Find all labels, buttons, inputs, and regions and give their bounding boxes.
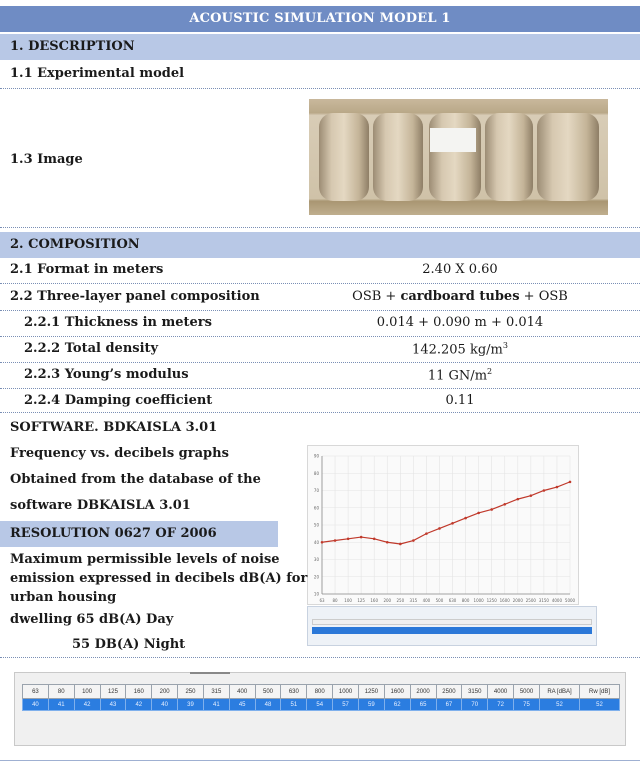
- frequency-value-cell[interactable]: 51: [281, 699, 307, 711]
- x-tick-label: 100: [344, 598, 352, 603]
- frequency-header-cell: 80: [48, 685, 74, 699]
- x-tick-label: 5000: [564, 598, 576, 603]
- frequency-value-cell[interactable]: 42: [74, 699, 100, 711]
- cardboard-tube: [319, 113, 369, 201]
- frequency-header-cell: 800: [307, 685, 333, 699]
- resolution-text-3: urban housing: [10, 590, 117, 605]
- frequency-header-cell: 500: [255, 685, 281, 699]
- section-description-heading: 1. DESCRIPTION: [0, 34, 640, 60]
- white-tape: [430, 128, 476, 152]
- frequency-value-cell[interactable]: 54: [307, 699, 333, 711]
- x-tick-label: 2000: [512, 598, 523, 603]
- software-title: SOFTWARE. BDKAISLA 3.01: [10, 420, 218, 435]
- data-point: [543, 489, 546, 492]
- x-tick-label: 1600: [499, 598, 510, 603]
- thickness-value: 0.014 + 0.090 m + 0.014: [376, 315, 544, 330]
- y-tick-label: 20: [313, 574, 319, 580]
- frequency-value-cell[interactable]: 52: [580, 699, 620, 711]
- x-tick-label: 2500: [525, 598, 536, 603]
- cardboard-tube: [485, 113, 533, 201]
- cardboard-tube: [537, 113, 599, 201]
- frequency-header-cell: 1250: [358, 685, 384, 699]
- frequency-value-cell[interactable]: 52: [540, 699, 580, 711]
- night-limit: 55 DB(A) Night: [72, 637, 186, 652]
- series-line: [322, 482, 570, 544]
- resolution-text-1: Maximum permissible levels of noise: [10, 552, 280, 567]
- x-tick-label: 400: [422, 598, 431, 603]
- frequency-value-cell[interactable]: 40: [23, 699, 49, 711]
- section-composition-heading: 2. COMPOSITION: [0, 232, 640, 258]
- divider: [0, 412, 640, 413]
- mini-table-selected-row: [312, 627, 592, 634]
- software-line-2: Frequency vs. decibels graphs: [10, 446, 229, 461]
- data-point: [477, 512, 480, 515]
- damping-value: 0.11: [445, 393, 475, 408]
- composition-value-pre: OSB +: [352, 289, 401, 304]
- dwelling-day-limit: dwelling 65 dB(A) Day: [10, 612, 174, 627]
- frequency-header-cell: 630: [281, 685, 307, 699]
- x-tick-label: 1250: [486, 598, 497, 603]
- frequency-header-row: [23, 685, 620, 699]
- data-point: [569, 481, 572, 484]
- frequency-value-cell[interactable]: 65: [410, 699, 436, 711]
- y-tick-label: 40: [313, 539, 319, 545]
- data-point: [516, 498, 519, 501]
- frequency-chart: [307, 445, 579, 605]
- frequency-value-cell[interactable]: 75: [514, 699, 540, 711]
- y-tick-label: 90: [313, 453, 319, 459]
- frequency-header-cell: 2500: [436, 685, 462, 699]
- data-point: [412, 539, 415, 542]
- data-point: [556, 486, 559, 489]
- frequency-value-cell[interactable]: 40: [152, 699, 178, 711]
- panel-photo: [309, 99, 608, 215]
- data-point: [373, 538, 376, 541]
- x-tick-label: 3150: [538, 598, 549, 603]
- frequency-value-cell[interactable]: 41: [48, 699, 74, 711]
- data-point: [438, 527, 441, 530]
- data-point: [464, 517, 467, 520]
- cardboard-tube: [373, 113, 423, 201]
- frequency-header-cell: 315: [203, 685, 229, 699]
- x-tick-label: 125: [357, 598, 365, 603]
- composition-value-post: + OSB: [519, 289, 568, 304]
- frequency-header-cell: 63: [23, 685, 49, 699]
- software-line-4: software DBKAISLA 3.01: [10, 498, 191, 513]
- frequency-header-cell: Rw [dB]: [580, 685, 620, 699]
- mini-data-table: [307, 606, 597, 646]
- y-tick-label: 50: [313, 522, 319, 528]
- frequency-chart-svg: [308, 446, 580, 606]
- frequency-value-cell[interactable]: 41: [203, 699, 229, 711]
- frequency-header-cell: 400: [229, 685, 255, 699]
- data-point: [399, 543, 402, 546]
- format-value: 2.40 X 0.60: [422, 262, 498, 277]
- damping-label: 2.2.4 Damping coefficient: [24, 393, 213, 408]
- x-tick-label: 80: [332, 598, 338, 603]
- x-tick-label: 630: [448, 598, 457, 603]
- youngs-modulus-exponent: 2: [487, 367, 493, 376]
- frequency-value-cell[interactable]: 42: [126, 699, 152, 711]
- composition-value-bold: cardboard tubes: [400, 289, 520, 304]
- x-tick-label: 4000: [551, 598, 563, 603]
- y-tick-label: 70: [313, 488, 319, 493]
- x-tick-label: 63: [319, 598, 325, 603]
- frequency-header-cell: 100: [74, 685, 100, 699]
- frequency-header-cell: 200: [152, 685, 178, 699]
- data-point: [425, 532, 428, 535]
- frequency-value-cell[interactable]: 57: [333, 699, 359, 711]
- y-tick-label: 80: [313, 470, 319, 476]
- experimental-model-label: 1.1 Experimental model: [10, 66, 185, 81]
- frequency-header-cell: 125: [100, 685, 126, 699]
- divider: [0, 310, 640, 311]
- frequency-value-cell[interactable]: 59: [358, 699, 384, 711]
- frequency-header-cell: 4000: [488, 685, 514, 699]
- data-point: [530, 494, 533, 497]
- data-point: [347, 538, 350, 541]
- density-number: 142.205 kg/m: [412, 342, 503, 358]
- divider: [0, 657, 640, 658]
- frequency-value-cell[interactable]: 72: [488, 699, 514, 711]
- frequency-header-cell: 160: [126, 685, 152, 699]
- bottom-rule: [0, 760, 640, 761]
- density-exponent: 3: [502, 341, 508, 350]
- composition-value: [280, 289, 640, 304]
- frequency-header-cell: 5000: [514, 685, 540, 699]
- divider: [0, 362, 640, 363]
- youngs-modulus-value: [280, 367, 640, 383]
- youngs-modulus-label: 2.2.3 Young’s modulus: [24, 367, 189, 382]
- data-point: [386, 541, 389, 544]
- data-point: [334, 539, 337, 542]
- composition-label: 2.2 Three-layer panel composition: [10, 289, 260, 304]
- mini-table-header: [312, 619, 592, 625]
- y-tick-label: 60: [313, 505, 319, 511]
- resolution-text-2: emission expressed in decibels dB(A) for: [10, 571, 308, 586]
- cardboard-tube: [429, 113, 481, 201]
- frequency-value-cell[interactable]: 62: [384, 699, 410, 711]
- frequency-header-cell: 1600: [384, 685, 410, 699]
- divider: [0, 88, 640, 89]
- frequency-header-cell: 1000: [333, 685, 359, 699]
- data-point: [490, 508, 493, 511]
- thickness-label: 2.2.1 Thickness in meters: [24, 315, 212, 330]
- frequency-value-cell[interactable]: 67: [436, 699, 462, 711]
- panel-drag-handle[interactable]: [190, 672, 230, 674]
- x-tick-label: 800: [461, 598, 470, 603]
- youngs-modulus-number: 11 GN/m: [427, 368, 488, 384]
- divider: [0, 227, 640, 228]
- format-label: 2.1 Format in meters: [10, 262, 164, 277]
- x-tick-label: 1000: [473, 598, 484, 603]
- page-title: ACOUSTIC SIMULATION MODEL 1: [0, 6, 640, 32]
- divider: [0, 336, 640, 337]
- divider: [0, 388, 640, 389]
- x-tick-label: 500: [435, 598, 444, 603]
- image-label: 1.3 Image: [10, 152, 83, 167]
- density-value: [280, 341, 640, 357]
- divider: [0, 283, 640, 284]
- frequency-value-cell[interactable]: 39: [178, 699, 204, 711]
- frequency-value-cell[interactable]: 45: [229, 699, 255, 711]
- x-tick-label: 200: [383, 598, 392, 603]
- y-tick-label: 10: [313, 591, 319, 597]
- frequency-header-cell: RA [dBA]: [540, 685, 580, 699]
- frequency-header-cell: 2000: [410, 685, 436, 699]
- data-point: [360, 536, 363, 539]
- x-tick-label: 315: [409, 598, 418, 603]
- frequency-value-cell[interactable]: 43: [100, 699, 126, 711]
- data-point: [503, 503, 506, 506]
- frequency-value-cell[interactable]: 48: [255, 699, 281, 711]
- frequency-table: [22, 684, 620, 711]
- data-point: [321, 541, 324, 544]
- frequency-header-cell: 250: [178, 685, 204, 699]
- frequency-values-row[interactable]: [23, 699, 620, 711]
- x-tick-label: 160: [370, 598, 379, 603]
- data-point: [451, 522, 454, 525]
- resolution-heading: RESOLUTION 0627 OF 2006: [0, 521, 278, 547]
- y-tick-label: 30: [313, 557, 319, 562]
- density-label: 2.2.2 Total density: [24, 341, 159, 356]
- software-line-3: Obtained from the database of the: [10, 472, 261, 487]
- frequency-header-cell: 3150: [462, 685, 488, 699]
- frequency-value-cell[interactable]: 70: [462, 699, 488, 711]
- x-tick-label: 250: [396, 598, 405, 603]
